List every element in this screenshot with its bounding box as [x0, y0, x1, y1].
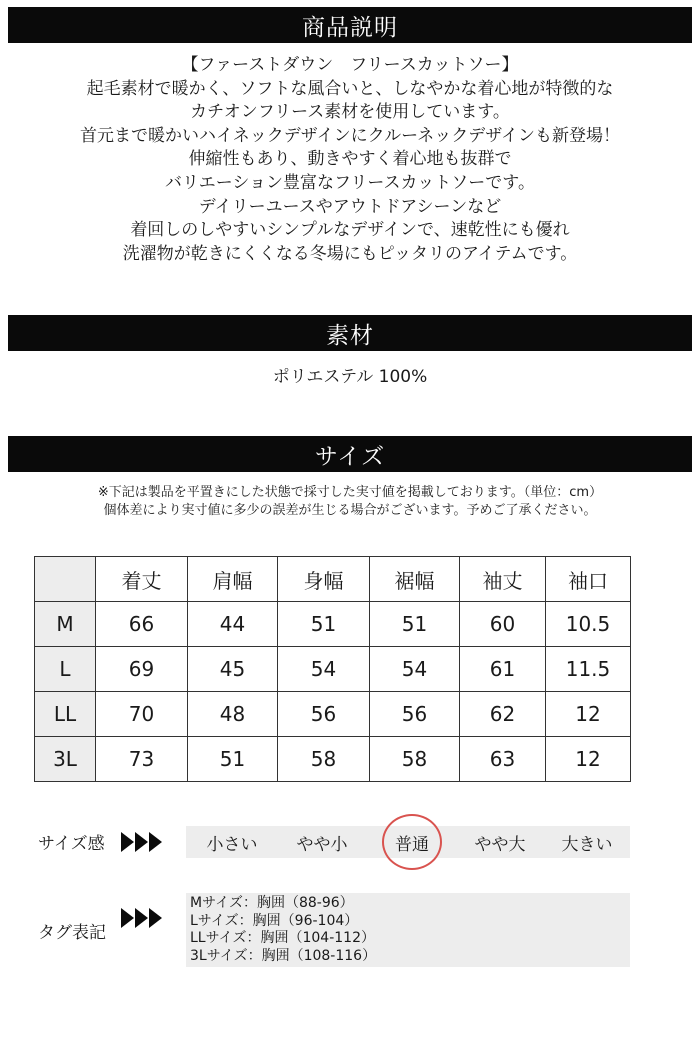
table-cell: 45	[188, 647, 278, 692]
table-cell: 11.5	[546, 647, 631, 692]
table-cell: 56	[370, 692, 460, 737]
table-cell: 69	[96, 647, 188, 692]
column-header: 袖口	[546, 557, 631, 602]
description-line: カチオンフリース素材を使用しています。	[190, 102, 510, 123]
table-cell: 62	[460, 692, 546, 737]
description-line: 伸縮性もあり、動きやすく着心地も抜群で	[188, 149, 512, 170]
table-cell: 12	[546, 692, 631, 737]
tag-line: 3Lサイズ：胸囲（108-116）	[190, 947, 377, 964]
size-note-line: ※下記は製品を平置きにした状態で採寸した実寸値を掲載しております。（単位：cm）	[97, 485, 603, 500]
fit-option-selected: 普通	[395, 835, 429, 855]
table-cell: 66	[96, 602, 188, 647]
size-table-corner	[35, 557, 96, 602]
section-header-size: サイズ	[8, 436, 692, 472]
section-header-description: 商品説明	[8, 7, 692, 43]
description-line: 着回しのしやすいシンプルなデザインで、速乾性にも優れ	[130, 220, 570, 241]
fit-arrows-icon	[121, 832, 162, 852]
row-header: 3L	[35, 737, 96, 782]
table-cell: 48	[188, 692, 278, 737]
material-text: ポリエステル 100%	[272, 367, 428, 387]
size-note-line: 個体差により実寸値に多少の誤差が生じる場合がございます。予めご了承ください。	[103, 503, 597, 518]
table-row	[35, 737, 631, 782]
section-header-material: 素材	[8, 315, 692, 351]
arrow-right-icon	[135, 908, 148, 928]
description-line: 【ファーストダウン フリースカットソー】	[181, 55, 519, 75]
arrow-right-icon	[135, 832, 148, 852]
column-header: 身幅	[278, 557, 370, 602]
tag-info-box	[186, 893, 630, 967]
row-header: L	[35, 647, 96, 692]
fit-option: 小さい	[206, 835, 258, 855]
arrow-right-icon	[121, 832, 134, 852]
column-header: 裾幅	[370, 557, 460, 602]
column-header: 袖丈	[460, 557, 546, 602]
table-cell: 61	[460, 647, 546, 692]
table-cell: 12	[546, 737, 631, 782]
size-table	[34, 556, 631, 782]
table-cell: 60	[460, 602, 546, 647]
table-row	[35, 692, 631, 737]
arrow-right-icon	[121, 908, 134, 928]
tag-line: Lサイズ：胸囲（96-104）	[190, 912, 359, 929]
tag-line: Mサイズ：胸囲（88-96）	[190, 895, 354, 911]
table-cell: 63	[460, 737, 546, 782]
fit-option: 大きい	[561, 835, 613, 855]
description-line: デイリーユースやアウトドアシーンなど	[198, 196, 502, 217]
table-cell: 54	[278, 647, 370, 692]
table-row	[35, 602, 631, 647]
size-table-header-row	[35, 557, 631, 602]
description-line: 首元まで暖かいハイネックデザインにクルーネックデザインも新登場！	[79, 125, 621, 146]
table-cell: 10.5	[546, 602, 631, 647]
table-cell: 51	[188, 737, 278, 782]
table-cell: 56	[278, 692, 370, 737]
arrow-right-icon	[149, 832, 162, 852]
table-cell: 51	[370, 602, 460, 647]
tag-line: LLサイズ：胸囲（104-112）	[190, 930, 375, 946]
table-cell: 70	[96, 692, 188, 737]
row-header: LL	[35, 692, 96, 737]
column-header: 着丈	[96, 557, 188, 602]
table-cell: 51	[278, 602, 370, 647]
fit-option: やや小	[296, 835, 348, 855]
fit-option: やや大	[474, 835, 526, 855]
table-cell: 58	[278, 737, 370, 782]
selected-fit-highlight	[382, 814, 442, 870]
tag-label: タグ表記	[38, 923, 106, 943]
size-note	[0, 484, 700, 520]
row-header: M	[35, 602, 96, 647]
description-text	[0, 54, 700, 266]
table-cell: 54	[370, 647, 460, 692]
description-line: 起毛素材で暖かく、ソフトな風合いと、しなやかな着心地が特徴的な	[86, 78, 614, 99]
table-row	[35, 647, 631, 692]
table-cell: 73	[96, 737, 188, 782]
fit-label: サイズ感	[38, 834, 105, 854]
description-line: バリエーション豊富なフリースカットソーです。	[165, 172, 535, 193]
table-cell: 58	[370, 737, 460, 782]
table-cell: 44	[188, 602, 278, 647]
tag-arrows-icon	[121, 908, 162, 928]
description-line: 洗濯物が乾きにくくなる冬場にもピッタリのアイテムです。	[122, 243, 578, 264]
column-header: 肩幅	[188, 557, 278, 602]
arrow-right-icon	[149, 908, 162, 928]
